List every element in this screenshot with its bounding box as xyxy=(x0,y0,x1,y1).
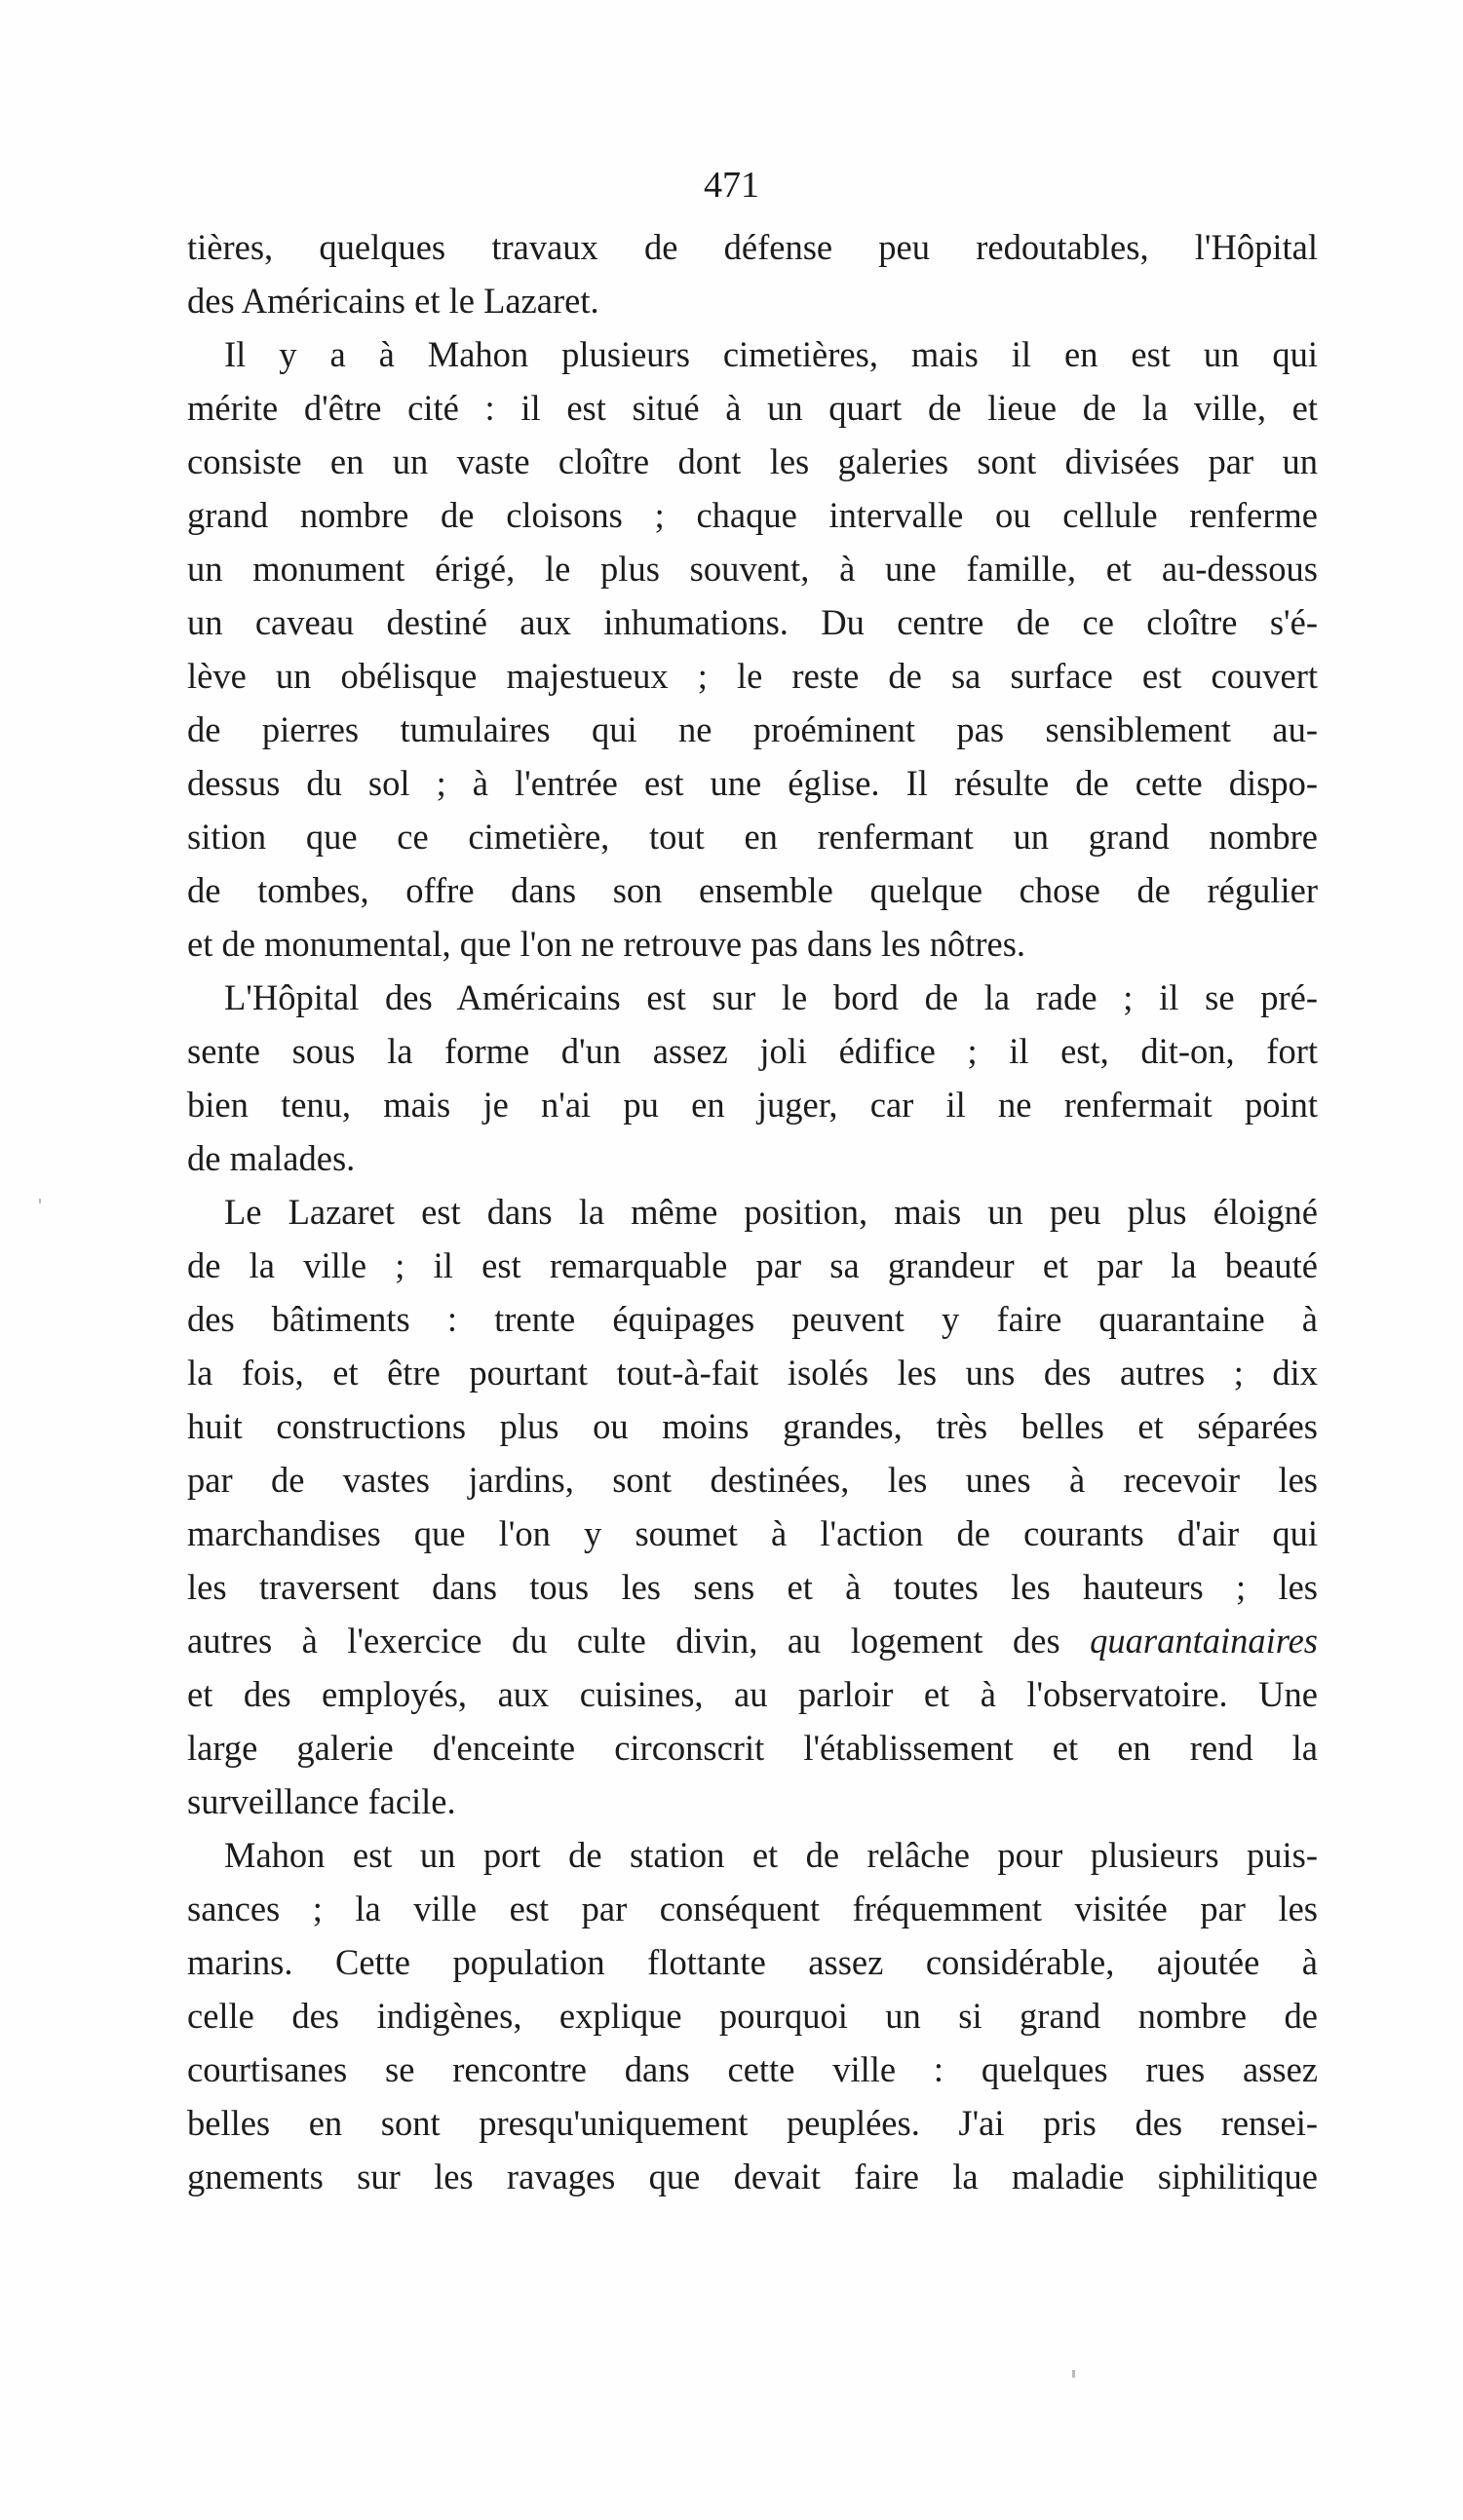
text-line: huit constructions plus ou moins grandes, très belles et séparées xyxy=(187,1406,1318,1446)
text-line: marchandises que l'on y soumet à l'action de courants d'air qui xyxy=(187,1513,1318,1553)
text-line: L'Hôpital des Américains est sur le bord de la rade ; il se pré- xyxy=(224,977,1318,1017)
scan-speck xyxy=(39,1199,41,1203)
text-line: marins. Cette population flottante assez considérable, ajoutée à xyxy=(187,1942,1318,1982)
text-line: consiste en un vaste cloître dont les galeries sont divisées par un xyxy=(187,441,1318,481)
text-line: mérite d'être cité : il est situé à un quart de lieue de la ville, et xyxy=(187,388,1318,428)
text-line: de pierres tumulaires qui ne proéminent pas sensiblement au- xyxy=(187,709,1318,749)
text-line: Mahon est un port de station et de relâche pour plusieurs puis- xyxy=(224,1835,1318,1875)
text-line: Il y a à Mahon plusieurs cimetières, mais il en est un qui xyxy=(224,334,1318,374)
paragraph xyxy=(187,327,1318,971)
text-line: et de monumental, que l'on ne retrouve pas dans les nôtres. xyxy=(187,924,1026,964)
text-line: surveillance facile. xyxy=(187,1781,456,1821)
text-line: un monument érigé, le plus souvent, à une famille, et au-dessous xyxy=(187,549,1318,589)
paragraph xyxy=(187,1185,1318,1828)
text-line: gnements sur les ravages que devait faire la maladie siphilitique xyxy=(187,2157,1318,2196)
text-line: et des employés, aux cuisines, au parloir et à l'observatoire. Une xyxy=(187,1674,1318,1714)
text-line: les traversent dans tous les sens et à toutes les hauteurs ; les xyxy=(187,1567,1318,1607)
text-line: Le Lazaret est dans la même position, mais un peu plus éloigné xyxy=(224,1192,1318,1232)
paragraph xyxy=(187,971,1318,1185)
text-line: dessus du sol ; à l'entrée est une église. Il résulte de cette dispo- xyxy=(187,763,1318,803)
page-number: 471 xyxy=(704,165,759,206)
paragraph xyxy=(187,220,1318,327)
text-line: autres à l'exercice du culte divin, au logement des quarantainaires xyxy=(187,1621,1318,1661)
text-line: par de vastes jardins, sont destinées, les unes à recevoir les xyxy=(187,1460,1318,1500)
text-line: un caveau destiné aux inhumations. Du centre de ce cloître s'é- xyxy=(187,602,1318,642)
scan-speck xyxy=(1072,2370,1075,2378)
text-line: de malades. xyxy=(187,1138,356,1178)
text-line: belles en sont presqu'uniquement peuplées. J'ai pris des rensei- xyxy=(187,2103,1318,2143)
text-line: large galerie d'enceinte circonscrit l'établissement et en rend la xyxy=(187,1728,1318,1768)
text-line: sente sous la forme d'un assez joli édifice ; il est, dit-on, fort xyxy=(187,1031,1318,1071)
text-line: la fois, et être pourtant tout-à-fait isolés les uns des autres ; dix xyxy=(187,1353,1318,1393)
text-line: de tombes, offre dans son ensemble quelque chose de régulier xyxy=(187,870,1318,910)
text-line: grand nombre de cloisons ; chaque intervalle ou cellule renferme xyxy=(187,495,1318,535)
text-line: courtisanes se rencontre dans cette ville : quelques rues assez xyxy=(187,2049,1318,2089)
text-line: des bâtiments : trente équipages peuvent y faire quarantaine à xyxy=(187,1299,1318,1339)
text-line: lève un obélisque majestueux ; le reste de sa surface est couvert xyxy=(187,656,1318,696)
text-line: celle des indigènes, explique pourquoi un si grand nombre de xyxy=(187,1996,1318,2036)
text-line: tières, quelques travaux de défense peu redoutables, l'Hôpital xyxy=(187,227,1318,267)
text-line: de la ville ; il est remarquable par sa grandeur et par la beauté xyxy=(187,1245,1318,1285)
paragraph xyxy=(187,1828,1318,2203)
text-line: sition que ce cimetière, tout en renfermant un grand nombre xyxy=(187,817,1318,857)
text-line: sances ; la ville est par conséquent fréquemment visitée par les xyxy=(187,1889,1318,1928)
body-text xyxy=(187,220,1318,2203)
text-line: bien tenu, mais je n'ai pu en juger, car il ne renfermait point xyxy=(187,1085,1318,1125)
text-line: des Américains et le Lazaret. xyxy=(187,281,599,321)
